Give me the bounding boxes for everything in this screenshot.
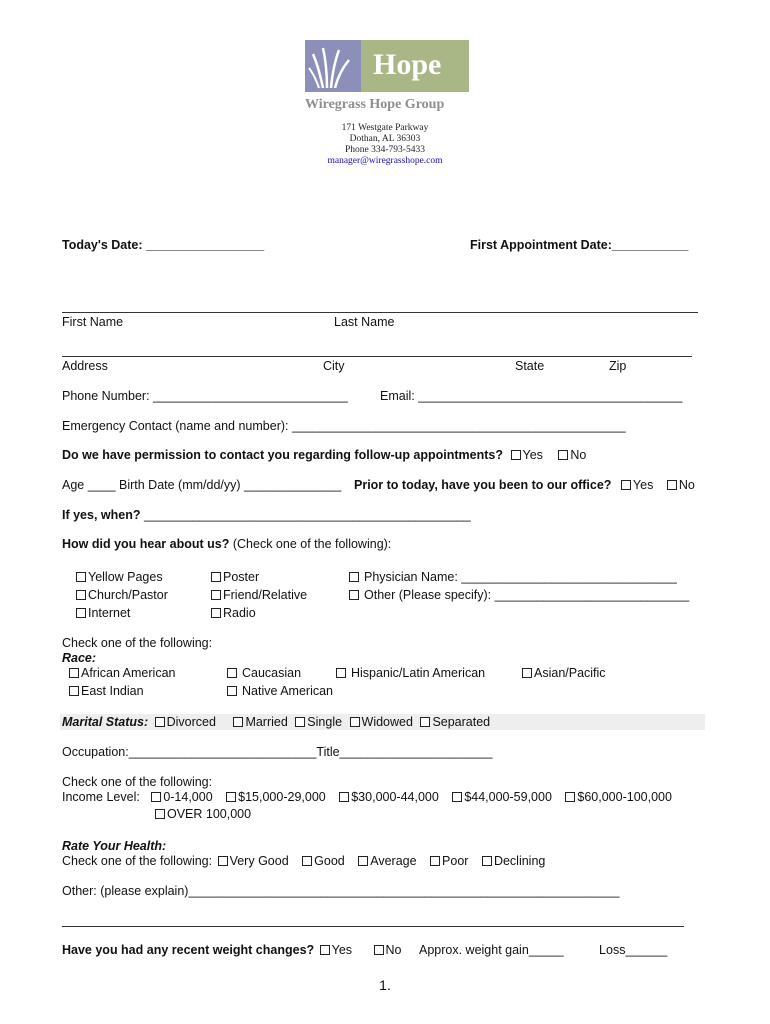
health-average-label: Average bbox=[370, 854, 417, 868]
race-asian[interactable] bbox=[522, 666, 606, 680]
marital-widowed-label: Widowed bbox=[361, 715, 413, 729]
health-instruction: Check one of the following: bbox=[62, 854, 213, 868]
org-name: Wiregrass Hope Group bbox=[305, 97, 445, 112]
physician-label: Physician Name: _______________________________ bbox=[364, 570, 677, 584]
occupation-title-field[interactable]: Occupation:___________________________Title______________________ bbox=[62, 745, 493, 759]
race-label: Race bbox=[62, 651, 92, 665]
native-american-checkbox[interactable] bbox=[227, 686, 237, 696]
option-church-pastor[interactable] bbox=[76, 588, 168, 602]
physician-checkbox[interactable] bbox=[349, 572, 359, 582]
todays-date-field[interactable]: Today's Date: _________________ bbox=[62, 238, 265, 252]
marital-married-checkbox[interactable] bbox=[233, 717, 243, 727]
email-field[interactable]: Email: ______________________________________ bbox=[380, 389, 683, 403]
caucasian-checkbox[interactable] bbox=[227, 668, 237, 678]
race-caucasian[interactable] bbox=[227, 666, 301, 680]
income-30-44k-checkbox[interactable] bbox=[339, 792, 349, 802]
marital-status-row bbox=[62, 715, 490, 729]
marital-heading: Marital Status: bbox=[62, 715, 149, 729]
weight-yes-checkbox[interactable] bbox=[320, 945, 330, 955]
income-label: Income Level: bbox=[62, 790, 140, 804]
health-declining-label: Declining bbox=[493, 854, 546, 868]
income-instruction: Check one of the following: bbox=[62, 775, 213, 789]
permission-question: Do we have permission to contact you regarding follow-up appointments? bbox=[62, 448, 504, 462]
income-0-14k-label: 0-14,000 bbox=[163, 790, 213, 804]
phone-line: Phone 334-793-5433 bbox=[345, 145, 425, 155]
income-15-29k-checkbox[interactable] bbox=[226, 792, 236, 802]
health-row bbox=[62, 854, 545, 868]
east-indian-label: East Indian bbox=[81, 684, 144, 698]
internet-checkbox[interactable] bbox=[76, 608, 86, 618]
african-american-label: African American bbox=[81, 666, 176, 680]
marital-label: Marital Status bbox=[62, 715, 144, 729]
zip-label: Zip bbox=[609, 359, 627, 373]
weight-gain-field[interactable]: Approx. weight gain_____ bbox=[419, 943, 564, 957]
email-link[interactable]: manager@wiregrasshope.com bbox=[327, 156, 443, 166]
permission-row bbox=[62, 448, 586, 462]
health-heading: Rate Your Health: bbox=[62, 839, 167, 853]
marital-divorced-label: Divorced bbox=[166, 715, 216, 729]
permission-no-checkbox[interactable] bbox=[558, 450, 568, 460]
race-african-american[interactable] bbox=[69, 666, 175, 680]
weight-no-checkbox[interactable] bbox=[374, 945, 384, 955]
option-yellow-pages[interactable] bbox=[76, 570, 163, 584]
income-30-44k-label: $30,000-44,000 bbox=[351, 790, 439, 804]
radio-checkbox[interactable] bbox=[211, 608, 221, 618]
option-radio[interactable] bbox=[211, 606, 256, 620]
option-internet[interactable] bbox=[76, 606, 130, 620]
race-instruction: Check one of the following: bbox=[62, 636, 213, 650]
hispanic-checkbox[interactable] bbox=[336, 668, 346, 678]
marital-widowed-checkbox[interactable] bbox=[350, 717, 360, 727]
phone-number-field[interactable]: Phone Number: ____________________________ bbox=[62, 389, 348, 403]
health-declining-checkbox[interactable] bbox=[482, 856, 492, 866]
asian-checkbox[interactable] bbox=[522, 668, 532, 678]
address-line[interactable] bbox=[62, 356, 692, 357]
option-other[interactable] bbox=[349, 588, 689, 602]
hear-note: (Check one of the following): bbox=[232, 537, 392, 551]
radio-label: Radio bbox=[223, 606, 256, 620]
weight-row bbox=[62, 943, 667, 957]
address-label: Address bbox=[62, 359, 108, 373]
weight-loss-field[interactable]: Loss______ bbox=[599, 943, 668, 957]
marital-single-label: Single bbox=[307, 715, 343, 729]
other-explain-field[interactable]: Other: (please explain)______________________________________________________________ bbox=[62, 884, 620, 898]
african-american-checkbox[interactable] bbox=[69, 668, 79, 678]
prior-no-checkbox[interactable] bbox=[667, 480, 677, 490]
prior-visit-row bbox=[354, 478, 695, 492]
race-heading: Race: bbox=[62, 651, 97, 665]
marital-separated-checkbox[interactable] bbox=[420, 717, 430, 727]
health-very-good-label: Very Good bbox=[229, 854, 289, 868]
permission-yes-checkbox[interactable] bbox=[511, 450, 521, 460]
asian-label: Asian/Pacific bbox=[534, 666, 606, 680]
health-label: Rate Your Health bbox=[62, 839, 163, 853]
if-yes-field[interactable]: _______________________________________________ bbox=[143, 508, 471, 522]
address-line1: 171 Westgate Parkway bbox=[341, 123, 429, 133]
prior-yes-label: Yes bbox=[632, 478, 654, 492]
first-name-label: First Name bbox=[62, 315, 124, 329]
emergency-contact-field[interactable]: Emergency Contact (name and number): ________________________________________________ bbox=[62, 419, 626, 433]
income-44-59k-checkbox[interactable] bbox=[452, 792, 462, 802]
poster-checkbox[interactable] bbox=[211, 572, 221, 582]
income-15-29k-label: $15,000-29,000 bbox=[238, 790, 326, 804]
hear-row bbox=[62, 537, 391, 551]
page-number: 1. bbox=[379, 977, 391, 993]
other-label: Other (Please specify): ____________________________ bbox=[364, 588, 690, 602]
name-line[interactable] bbox=[62, 312, 698, 313]
income-over-100k-checkbox[interactable] bbox=[155, 809, 165, 819]
prior-visit-question: Prior to today, have you been to our office? bbox=[354, 478, 612, 492]
age-birthdate-field[interactable]: Age ____ Birth Date (mm/dd/yy) ______________ bbox=[62, 478, 342, 492]
church-pastor-label: Church/Pastor bbox=[88, 588, 168, 602]
marital-married-label: Married bbox=[245, 715, 288, 729]
prior-yes-checkbox[interactable] bbox=[621, 480, 631, 490]
weight-no-label: No bbox=[385, 943, 402, 957]
weight-question: Have you had any recent weight changes? bbox=[62, 943, 315, 957]
state-label: State bbox=[515, 359, 545, 373]
marital-single-checkbox[interactable] bbox=[295, 717, 305, 727]
income-60-100k-label: $60,000-100,000 bbox=[577, 790, 672, 804]
health-average-checkbox[interactable] bbox=[358, 856, 368, 866]
native-american-label: Native American bbox=[242, 684, 334, 698]
race-east-indian[interactable] bbox=[69, 684, 144, 698]
friend-relative-label: Friend/Relative bbox=[223, 588, 308, 602]
poster-label: Poster bbox=[223, 570, 260, 584]
address-line2: Dothan, AL 36303 bbox=[349, 134, 421, 144]
marital-divorced-checkbox[interactable] bbox=[155, 717, 165, 727]
race-hispanic[interactable] bbox=[336, 666, 485, 680]
if-yes-label: If yes, when? bbox=[62, 508, 141, 522]
hear-question: How did you hear about us? bbox=[62, 537, 230, 551]
permission-no-label: No bbox=[570, 448, 587, 462]
caucasian-label: Caucasian bbox=[242, 666, 302, 680]
logo-word: Hope bbox=[373, 48, 442, 81]
last-name-label: Last Name bbox=[334, 315, 395, 329]
income-60-100k-checkbox[interactable] bbox=[565, 792, 575, 802]
income-0-14k-checkbox[interactable] bbox=[151, 792, 161, 802]
friend-relative-checkbox[interactable] bbox=[211, 590, 221, 600]
income-over-100k[interactable] bbox=[155, 807, 251, 821]
race-native-american[interactable] bbox=[227, 684, 333, 698]
income-row bbox=[62, 790, 672, 804]
option-friend-relative[interactable] bbox=[211, 588, 307, 602]
grass-icon bbox=[305, 40, 361, 92]
if-yes-row bbox=[62, 508, 471, 522]
yellow-pages-label: Yellow Pages bbox=[88, 570, 163, 584]
income-over-100k-label: OVER 100,000 bbox=[167, 807, 252, 821]
health-very-good-checkbox[interactable] bbox=[218, 856, 228, 866]
internet-label: Internet bbox=[88, 606, 131, 620]
yellow-pages-checkbox[interactable] bbox=[76, 572, 86, 582]
health-good-checkbox[interactable] bbox=[302, 856, 312, 866]
health-good-label: Good bbox=[314, 854, 345, 868]
church-pastor-checkbox[interactable] bbox=[76, 590, 86, 600]
city-label: City bbox=[323, 359, 345, 373]
other-checkbox[interactable] bbox=[349, 590, 359, 600]
option-physician[interactable] bbox=[349, 570, 677, 584]
prior-no-label: No bbox=[678, 478, 695, 492]
first-appointment-field[interactable]: First Appointment Date:___________ bbox=[470, 238, 689, 252]
hispanic-label: Hispanic/Latin American bbox=[351, 666, 486, 680]
permission-yes-label: Yes bbox=[522, 448, 543, 462]
health-poor-checkbox[interactable] bbox=[430, 856, 440, 866]
other-explain-continuation-line[interactable] bbox=[62, 926, 684, 927]
health-poor-label: Poor bbox=[442, 854, 469, 868]
logo-word-panel bbox=[361, 40, 469, 92]
east-indian-checkbox[interactable] bbox=[69, 686, 79, 696]
marital-separated-label: Separated bbox=[432, 715, 491, 729]
weight-yes-label: Yes bbox=[331, 943, 353, 957]
income-44-59k-label: $44,000-59,000 bbox=[464, 790, 552, 804]
logo-grass-panel bbox=[305, 40, 361, 92]
option-poster[interactable] bbox=[211, 570, 259, 584]
